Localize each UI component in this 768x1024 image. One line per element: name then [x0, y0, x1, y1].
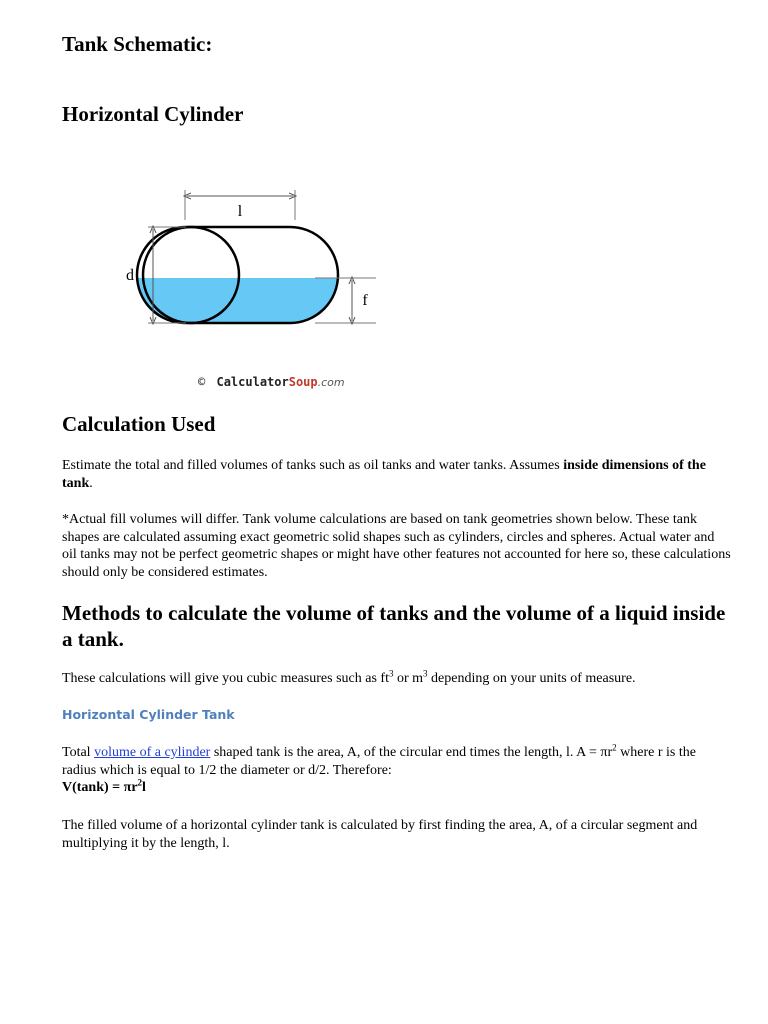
units-sup-1: 3 — [388, 668, 394, 679]
units-text-b: or m — [393, 671, 424, 686]
horizontal-cylinder-tank-subheading: Horizontal Cylinder Tank — [62, 707, 235, 722]
disclaimer-paragraph: *Actual fill volumes will differ. Tank volume calculations are based on tank geometries shown below. These tank shapes are calculated assuming exact geometric solid shapes such as cylinders, circles and spheres. Actual water and oil tanks may not be perfect geometric shapes or might have other features not accounted for here so, these calculations should only be considered estimates. — [62, 512, 731, 580]
methods-heading: Methods to calculate the volume of tanks and the volume of a liquid inside a tank. — [62, 601, 726, 651]
units-paragraph — [62, 670, 732, 688]
intro-end: . — [89, 475, 93, 491]
formula-b: l — [142, 780, 146, 795]
units-text-a: These calculations will give you cubic measures such as ft — [62, 671, 389, 686]
volume-text-c: where r is the radius which is equal to 1/2 the diameter or d/2. Therefore: — [62, 745, 696, 778]
length-label: l — [237, 203, 243, 220]
tank-schematic-heading: Tank Schematic: — [62, 32, 213, 56]
volume-formula — [62, 777, 146, 795]
copyright-logo — [198, 375, 345, 389]
units-text-c: depending on your units of measure. — [427, 671, 636, 686]
units-sup-2: 3 — [423, 668, 428, 679]
brand-soup: Soup — [288, 375, 318, 389]
formula-a: V(tank) = πr — [62, 780, 138, 795]
filled-volume-paragraph: The filled volume of a horizontal cylinder tank is calculated by first finding the area, A, of a circular segment and multiplying it by the length, l. — [62, 818, 698, 851]
fill-label: f — [362, 292, 368, 309]
calculation-used-heading: Calculation Used — [62, 412, 216, 436]
intro-bold: inside dimensions of the tank — [62, 458, 706, 491]
brand-calculator: Calculator — [216, 375, 289, 389]
intro-paragraph — [62, 457, 732, 492]
volume-paragraph — [62, 744, 732, 797]
liquid-fill — [130, 278, 350, 328]
intro-text: Estimate the total and filled volumes of tanks such as oil tanks and water tanks. Assumes — [62, 458, 564, 473]
horizontal-cylinder-heading: Horizontal Cylinder — [62, 102, 244, 126]
volume-text-a: Total — [62, 745, 95, 760]
formula-sup: 2 — [137, 777, 143, 788]
horizontal-cylinder-diagram — [90, 180, 430, 400]
diameter-label: d — [126, 267, 134, 284]
volume-sup: 2 — [612, 742, 617, 753]
volume-text-b: shaped tank is the area, A, of the circular end times the length, l. A = πr — [210, 745, 613, 760]
copyright-symbol: © — [198, 375, 206, 389]
volume-of-cylinder-link[interactable]: volume of a cylinder — [94, 745, 211, 760]
brand-com: .com — [317, 376, 345, 389]
